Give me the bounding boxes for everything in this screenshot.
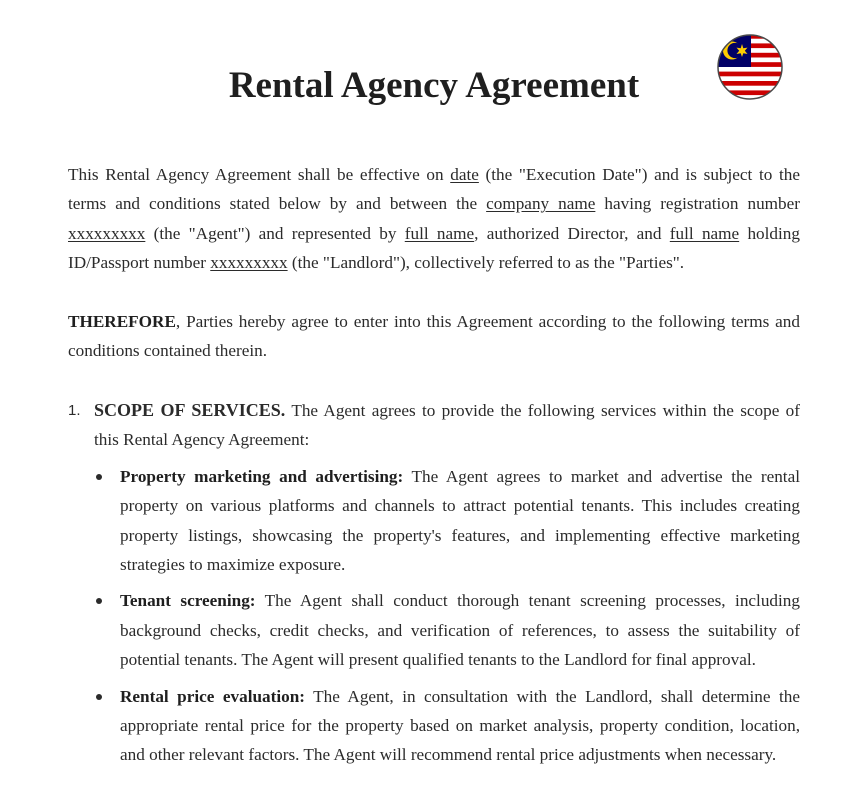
therefore-text: , Parties hereby agree to enter into this Agreement according to the following terms and conditions contained therein. [68, 312, 800, 361]
list-item [120, 682, 800, 770]
company-name-field: company name [486, 194, 596, 214]
bullet-heading: Tenant screening: [120, 591, 256, 611]
intro-paragraph [68, 160, 800, 278]
bullet-text: The Agent shall conduct thorough tenant screening processes, including background checks, credit checks, and verification of references, to assess the suitability of potential tenants. The Agent will present qualified tenants to the Landlord for final approval. [120, 591, 800, 670]
intro-text: (the "Landlord"), collectively referred to as the "Parties". [287, 253, 685, 273]
bullet-icon [96, 694, 102, 700]
services-list [68, 462, 800, 770]
intro-text: (the "Agent") and represented by [145, 223, 405, 243]
landlord-name-field: full name [669, 223, 740, 243]
list-item [120, 462, 800, 580]
intro-text: (the "Execution Date") and is subject to the terms and conditions stated below by and between the [68, 165, 801, 214]
document-title: Rental Agency Agreement [228, 65, 640, 106]
section-heading: SCOPE OF SERVICES. [94, 400, 286, 420]
execution-date-field: date [450, 165, 479, 184]
id-passport-number-field: xxxxxxxxx [210, 253, 288, 273]
bullet-text: The Agent, in consultation with the Landlord, shall determine the appropriate rental price for the property based on market analysis, property condition, location, and other relevant factors. The Agent will recommend rental price adjustments when necessary. [120, 686, 800, 765]
section-body [94, 396, 800, 455]
intro-text: having registration number [595, 194, 800, 214]
intro-text: holding ID/Passport number [68, 223, 800, 273]
therefore-paragraph [68, 307, 800, 366]
intro-text: This Rental Agency Agreement shall be effective on [68, 165, 451, 184]
section-scope-of-services [68, 396, 800, 777]
section-text: The Agent agrees to provide the following services within the scope of this Rental Agency Agreement: [94, 401, 801, 450]
malaysia-flag-icon [717, 34, 783, 100]
bullet-icon [96, 598, 102, 604]
list-item [120, 586, 800, 674]
therefore-label: THEREFORE [68, 312, 176, 331]
bullet-heading: Property marketing and advertising: [120, 466, 404, 486]
section-number: 1. [68, 402, 81, 419]
bullet-icon [96, 474, 102, 480]
bullet-heading: Rental price evaluation: [120, 686, 305, 706]
registration-number-field: xxxxxxxxx [68, 223, 146, 243]
bullet-text: The Agent agrees to market and advertise the rental property on various platforms and channels to attract potential tenants. This includes creating property listings, showcasing the property's features, and implementing effective marketing strategies to maximize exposure. [120, 466, 800, 575]
intro-text: , authorized Director, and [474, 223, 670, 243]
director-name-field: full name [404, 223, 475, 243]
